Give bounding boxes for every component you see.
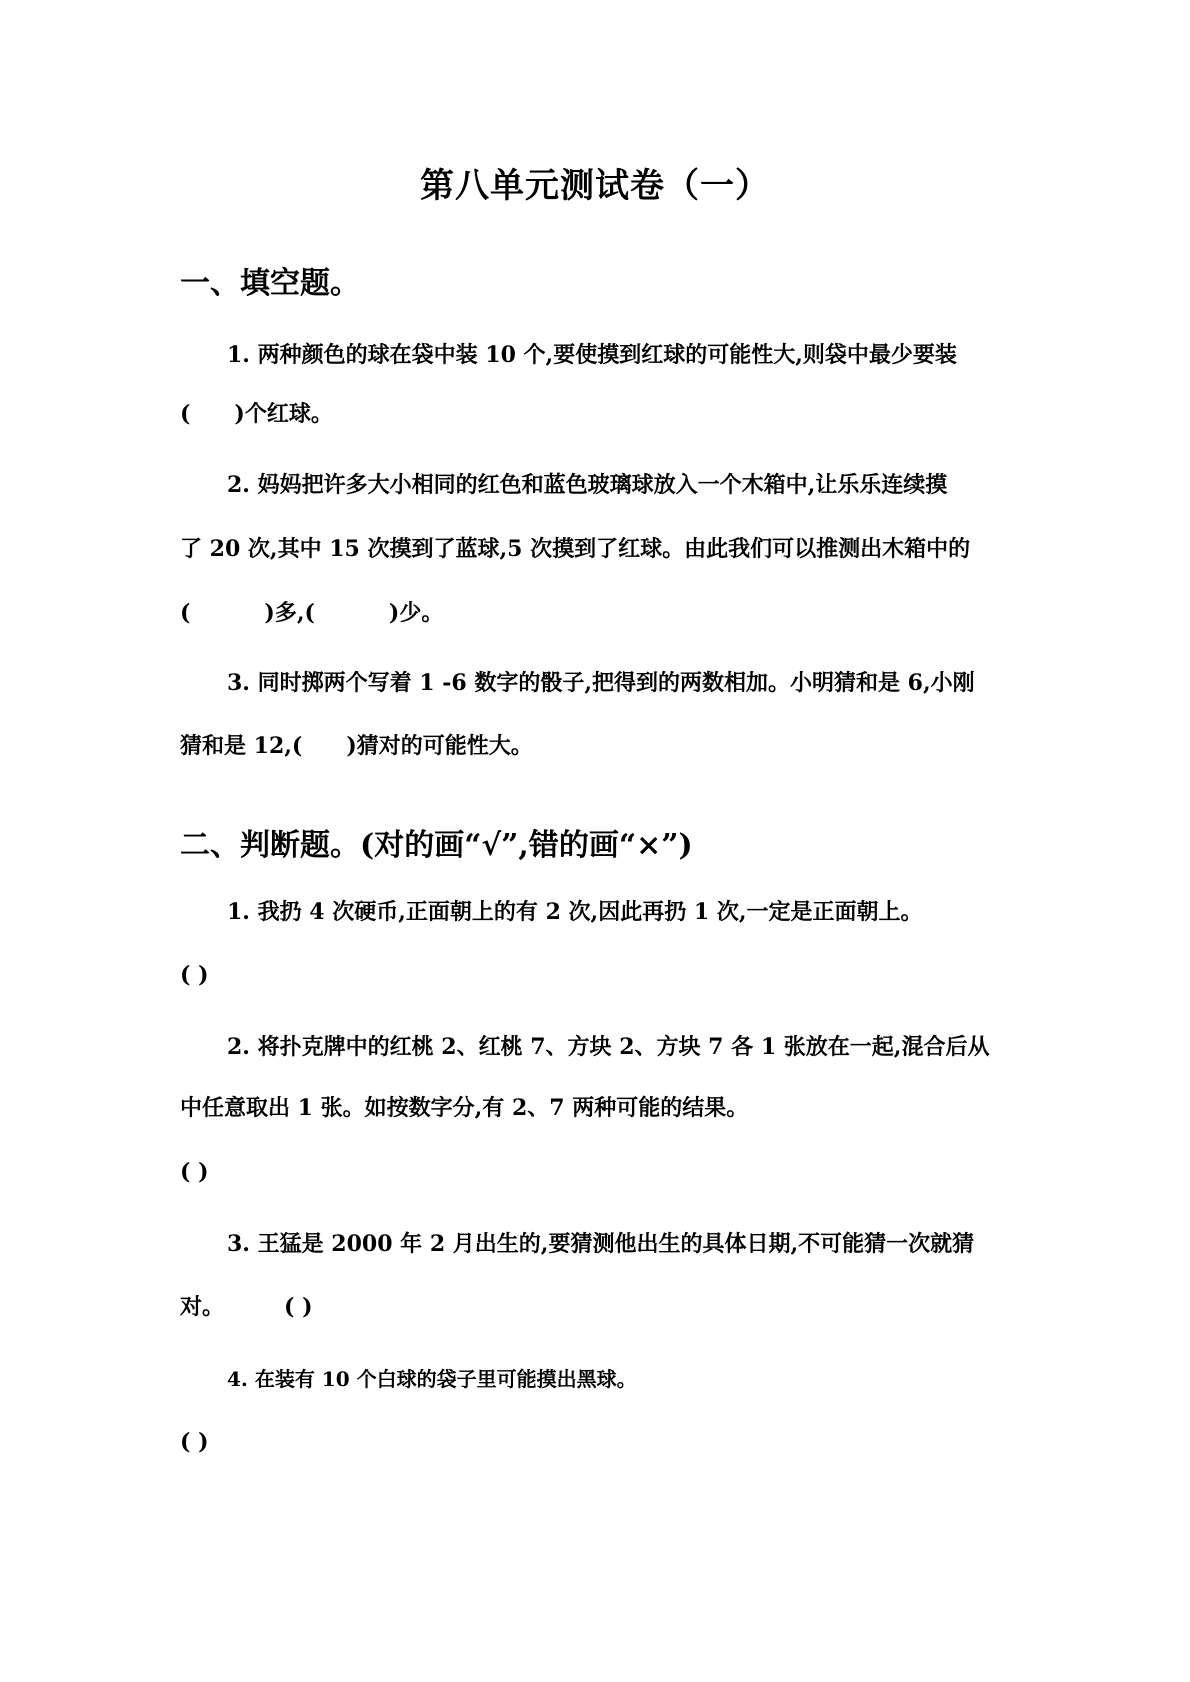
section-heading-true-false: 二、判断题。(对的画“√”,错的画“×”)	[180, 828, 693, 863]
tf-q1-answer-blank[interactable]: ( )	[180, 962, 209, 988]
section-heading-fill-in: 一、填空题。	[180, 266, 360, 301]
tf-q3-line2-text: 对。	[180, 1294, 225, 1320]
tf-q2-line2: 中任意取出 1 张。如按数字分,有 2、7 两种可能的结果。	[180, 1095, 749, 1121]
tf-q4-line1: 4. 在装有 10 个白球的袋子里可能摸出黑球。	[227, 1367, 637, 1391]
fill-q2-blank-mid: )多,(	[264, 600, 315, 626]
fill-q1-blank-open: (	[180, 401, 191, 427]
tf-q3-answer-blank[interactable]: ( )	[284, 1294, 313, 1320]
fill-q2-line1: 2. 妈妈把许多大小相同的红色和蓝色玻璃球放入一个木箱中,让乐乐连续摸	[227, 472, 948, 498]
fill-q2-blank1-open: (	[180, 600, 191, 626]
tf-q2-answer-blank[interactable]: ( )	[180, 1159, 209, 1185]
fill-q3-blank-open: 猜和是 12,(	[180, 733, 303, 759]
page-title: 第八单元测试卷（一）	[420, 166, 770, 206]
tf-q1-line1: 1. 我扔 4 次硬币,正面朝上的有 2 次,因此再扔 1 次,一定是正面朝上。	[227, 899, 923, 925]
fill-q3-line2	[180, 731, 533, 761]
fill-q1-line1: 1. 两种颜色的球在袋中装 10 个,要使摸到红球的可能性大,则袋中最少要装	[227, 342, 957, 368]
fill-q3-line1: 3. 同时掷两个写着 1 -6 数字的骰子,把得到的两数相加。小明猜和是 6,小刚	[227, 670, 975, 696]
tf-q4-answer-blank[interactable]: ( )	[180, 1429, 209, 1455]
tf-q3-line1: 3. 王猛是 2000 年 2 月出生的,要猜测他出生的具体日期,不可能猜一次就猜	[227, 1231, 975, 1257]
fill-q2-blank2-close: )少。	[388, 600, 444, 626]
fill-q1-line2	[180, 399, 333, 429]
tf-q3-line2	[180, 1292, 313, 1322]
fill-q1-blank-close: )个红球。	[234, 401, 333, 427]
fill-q2-line3	[180, 598, 443, 628]
fill-q3-blank-close: )猜对的可能性大。	[346, 733, 533, 759]
tf-q2-line1: 2. 将扑克牌中的红桃 2、红桃 7、方块 2、方块 7 各 1 张放在一起,混合后从	[227, 1034, 990, 1060]
fill-q2-line2: 了 20 次,其中 15 次摸到了蓝球,5 次摸到了红球。由此我们可以推测出木箱中的	[180, 536, 971, 562]
